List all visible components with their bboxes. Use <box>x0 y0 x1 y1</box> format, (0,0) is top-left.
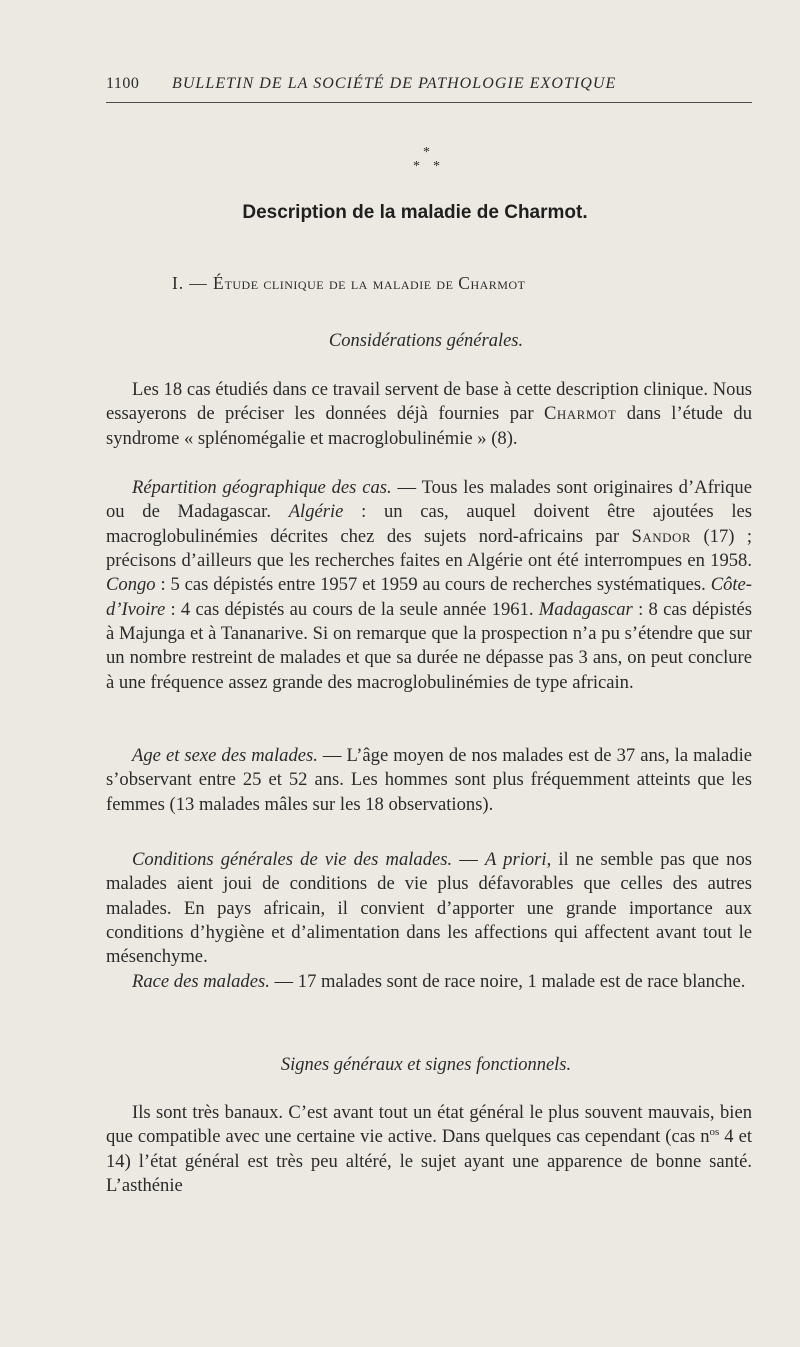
text-run: : 5 cas dépistés entre 1957 et 1959 au cours de recherches systématiques. <box>155 574 711 596</box>
header-rule <box>106 102 752 103</box>
subsection-heading: Signes généraux et signes fonctionnels. <box>280 1055 572 1075</box>
text-run: dans l’étude du syndrome « splénomégalie et macroglobulinémie » (8). <box>106 403 752 449</box>
part-title-initial: É <box>212 273 225 293</box>
text-run: Les 18 cas étudiés dans ce travail servent de base à cette description clinique. Nous essayerons de préciser les données déjà fournies par <box>106 379 752 425</box>
asterism-star-left: * <box>413 159 420 174</box>
paragraph-lead: Race des malades. <box>132 971 270 992</box>
latin-phrase: A priori <box>485 849 547 870</box>
text-run: 4 et 14) l’état général est très peu altéré, le sujet ayant une apparence de bonne santé. L’asthénie <box>106 1126 752 1196</box>
part-heading <box>172 272 525 294</box>
paragraph-lead: Conditions générales de vie des malades. <box>132 849 453 870</box>
paragraph <box>106 848 752 970</box>
part-title-rest: tude clinique de la maladie de Charmot <box>224 273 526 293</box>
running-head <box>106 74 754 94</box>
place-name: Algérie <box>288 501 344 523</box>
asterism-star-top: * <box>423 145 430 160</box>
place-name: Congo <box>106 574 156 596</box>
text-run: : 8 cas dépistés à Majunga et à Tananarive. Si on remarque que la prospection n’a pu s’étendre que sur un nombre restreint de malades et que sa durée ne dépasse pas 3 ans, on peut conclure à une fréquence assez grande des macroglobulinémies de type africain. <box>106 598 753 693</box>
text-run: : un cas, auquel doivent être ajoutées les macroglobulinémies décrites chez des sujets nord-africains par <box>106 501 752 547</box>
text-run: — L’âge moyen de nos malades est de 37 ans, la maladie s’observant entre 25 et 52 ans. Les hommes sont plus fréquemment atteints que les femmes (13 malades mâles sur les 18 observations). <box>106 745 752 815</box>
subsection-heading: Considérations générales. <box>328 331 524 351</box>
superscript: os <box>709 1126 720 1139</box>
paragraph-lead: Age et sexe des malades. <box>132 745 318 766</box>
author-name: Charmot <box>544 403 617 425</box>
text-run: — <box>452 849 486 870</box>
place-name: Côte-d’Ivoire <box>106 574 752 620</box>
paragraph <box>106 970 752 994</box>
paragraph <box>106 744 752 817</box>
part-numeral: I. — <box>172 273 208 293</box>
article-title: Description de la maladie de Charmot. <box>242 202 588 223</box>
journal-title: BULLETIN DE LA SOCIÉTÉ DE PATHOLOGIE EXOTIQUE <box>172 75 617 92</box>
text-run: — Tous les malades sont originaires d’Afrique ou de Madagascar. <box>106 477 752 523</box>
paragraph <box>106 1101 752 1198</box>
text-run: Ils sont très banaux. C’est avant tout un état général le plus souvent mauvais, bien que compatible avec une certaine vie active. Dans quelques cas cependant (cas n <box>106 1102 752 1148</box>
asterism-ornament <box>395 146 465 186</box>
text-run: , il ne semble pas que nos malades aient joui de conditions de vie plus défavorables que celles des autres malades. En pays africain, il convient d’apporter une grande importance aux conditions d’hygiène et d’alimentation dans les affections qui affectent avant tout le mésenchyme. <box>106 849 752 968</box>
asterism-star-right: * <box>433 159 440 174</box>
text-run: : 4 cas dépistés au cours de la seule année 1961. <box>165 598 539 620</box>
text-run: (17) ; précisons d’ailleurs que les recherches faites en Algérie ont été interrompues en 1958. <box>106 525 752 571</box>
paragraph <box>106 476 752 695</box>
place-name: Madagascar <box>538 598 633 620</box>
paragraph <box>106 378 752 451</box>
paragraph-lead: Répartition géographique des cas. <box>132 477 392 498</box>
text-run: — 17 malades sont de race noire, 1 malade est de race blanche. <box>269 971 746 992</box>
page-number: 1100 <box>106 75 140 92</box>
author-name: Sandor <box>631 525 692 547</box>
